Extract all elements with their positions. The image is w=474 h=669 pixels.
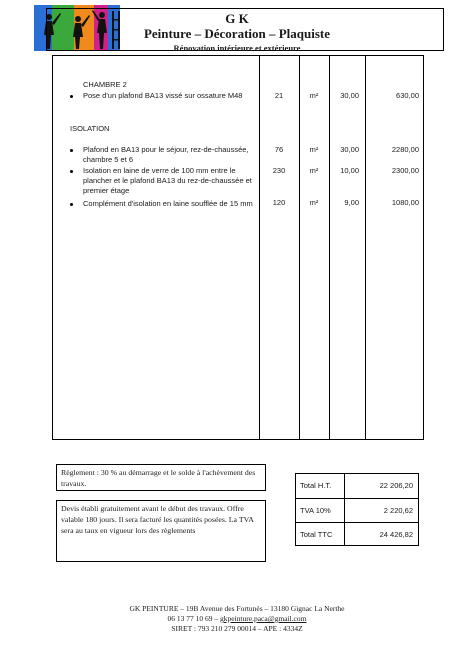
totals-row: [296, 498, 418, 523]
payment-terms: Règlement : 30 % au démarrage et le solde à l'achèvement des travaux.: [56, 464, 266, 491]
total-ht-label: Total H.T.: [300, 481, 332, 490]
line-item-unit: m²: [309, 91, 319, 100]
total-ttc-label: Total TTC: [300, 530, 333, 539]
line-item-description: Complément d'isolation en laine soufflée de 15 mm: [83, 199, 253, 208]
total-ttc-value: 24 426,82: [379, 530, 413, 539]
column-divider: [259, 56, 260, 439]
line-item-price: 30,00: [340, 145, 359, 154]
footer-address: GK PEINTURE – 19B Avenue des Fortunés – 13180 Gignac La Nerthe: [129, 604, 345, 613]
line-item-unit: m²: [309, 166, 319, 175]
column-divider: [365, 56, 366, 439]
tva-value: 2 220,62: [383, 506, 413, 515]
line-item-qty: 21: [274, 91, 284, 100]
estimate-conditions: Devis établi gratuitement avant le début des travaux. Offre valable 180 jours. Il sera facturé les quantités posées. La TVA sera au taux en vigueur lors des règlements: [56, 500, 266, 562]
totals-row: [296, 522, 418, 547]
column-divider: [329, 56, 330, 439]
quote-table: [52, 55, 424, 440]
line-item-qty: 76: [274, 145, 284, 154]
tva-label: TVA 10%: [300, 506, 331, 515]
footer-phone: 06 13 77 10 69 –: [167, 614, 219, 623]
column-divider: [299, 56, 300, 439]
line-item-total: 2300,00: [391, 166, 419, 175]
section-title: CHAMBRE 2: [83, 80, 127, 89]
total-ht-value: 22 206,20: [379, 481, 413, 490]
line-item-description: Plafond en BA13 pour le séjour, rez-de-chaussée, chambre 5 et 6: [83, 145, 253, 165]
section-title: ISOLATION: [70, 124, 110, 133]
company-activity: Peinture – Décoration – Plaquiste: [143, 26, 331, 41]
line-item-price: 10,00: [340, 166, 359, 175]
line-item-unit: m²: [309, 198, 319, 207]
company-tagline: Rénovation intérieure et extérieure: [173, 43, 301, 52]
totals-row: [296, 474, 418, 498]
line-item-total: 630,00: [396, 91, 419, 100]
totals-table: [295, 473, 419, 546]
footer-contact: [0, 614, 474, 624]
line-item-total: 1080,00: [391, 198, 419, 207]
footer-email-link[interactable]: gkpeinture.paca@gmail.com: [220, 614, 307, 623]
line-item-description: Isolation en laine de verre de 100 mm entre le plancher et le plafond BA13 du rez-de-chaussée et premier étage: [83, 166, 257, 196]
line-item-description: Pose d'un plafond BA13 vissé sur ossature M48: [83, 91, 255, 101]
line-item-total: 2280,00: [391, 145, 419, 154]
footer-siret: SIRET : 793 210 279 00014 – APE : 4334Z: [171, 624, 303, 633]
company-name: G K: [225, 11, 249, 26]
line-item-unit: m²: [309, 145, 319, 154]
line-item-qty: 230: [272, 166, 286, 175]
line-item-price: 9,00: [344, 198, 359, 207]
line-item-qty: 120: [272, 198, 286, 207]
line-item-price: 30,00: [340, 91, 359, 100]
